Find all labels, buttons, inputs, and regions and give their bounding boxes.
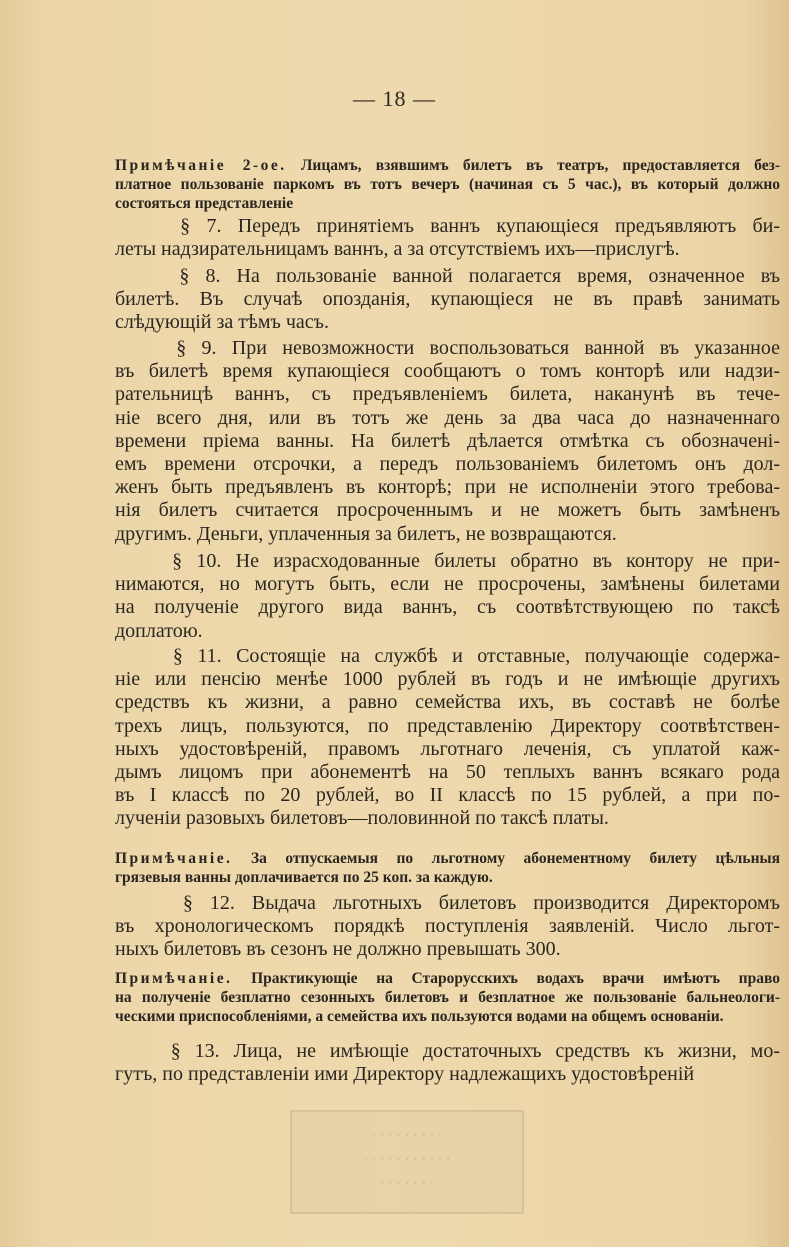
text-line	[115, 383, 780, 406]
line-text: емъ времени отсрочки, а передъ пользованіемъ билетомъ онъ дол-	[115, 453, 780, 476]
line-text: § 8. На пользованіе ванной полагается время, означенное въ	[115, 265, 780, 287]
text-line	[115, 807, 780, 830]
line-text: въ хронологическомъ порядкѣ поступленія заявленій. Число льгот-	[115, 915, 780, 938]
line-text: нія билетъ считается просроченнымъ и не можетъ быть замѣненъ	[115, 499, 780, 522]
text-line	[115, 715, 780, 738]
line-text: средствъ къ жизни, а равно семейства ихъ, въ составѣ не болѣе	[115, 691, 780, 714]
page-number: — 18 —	[353, 86, 436, 111]
section-paragraph	[115, 1040, 780, 1086]
line-text: § 10. Не израсходованные билеты обратно въ контору не при-	[115, 550, 780, 572]
line-text: другимъ. Деньги, уплаченныя за билетъ, не возвращаются.	[115, 522, 617, 545]
note-paragraph	[115, 156, 780, 213]
text-line	[115, 938, 780, 961]
text-line	[115, 849, 780, 868]
section-paragraph	[115, 215, 780, 261]
text-line	[115, 194, 780, 213]
line-text: трехъ лицъ, пользуются, по представленію Директору соотвѣтствен-	[115, 714, 780, 737]
library-stamp-watermark: · · · · · · · · · · · · · · · · · · · · · · · · · · ·	[290, 1110, 524, 1214]
text-line	[115, 175, 780, 194]
text-line	[115, 156, 780, 175]
line-text: въ билетѣ время купающіеся сообщаютъ о томъ конторѣ или надзи-	[115, 360, 780, 383]
note-label: Примѣчаніе 2-ое.	[115, 157, 287, 174]
line-text: Лицамъ, взявшимъ билетъ въ театръ, предоставляется без-	[286, 157, 780, 174]
text-line	[115, 215, 780, 238]
line-text: рательницѣ ваннъ, съ предъявленіемъ билета, наканунѣ въ тече-	[115, 383, 780, 406]
text-line	[115, 784, 780, 807]
line-text: ныхъ билетовъ въ сезонъ не должно превышать 300.	[115, 938, 561, 961]
text-line	[115, 915, 780, 938]
section-paragraph	[115, 337, 780, 546]
text-line	[115, 1063, 780, 1086]
note-label: Примѣчаніе.	[115, 970, 233, 987]
text-line	[115, 430, 780, 453]
text-line	[115, 892, 780, 915]
line-text: § 11. Состоящіе на службѣ и отставные, получающіе содержа-	[115, 645, 780, 667]
text-line	[115, 550, 780, 573]
text-line	[115, 691, 780, 714]
line-text: гутъ, по представленіи ими Директору надлежащихъ удостовѣреній	[115, 1063, 695, 1086]
text-line	[115, 360, 780, 383]
text-line	[115, 453, 780, 476]
section-paragraph	[115, 892, 780, 962]
section-paragraph	[115, 645, 780, 831]
line-text: слѣдующій за тѣмъ часъ.	[115, 311, 330, 334]
text-line	[115, 1040, 780, 1063]
text-line	[115, 265, 780, 288]
text-line	[115, 476, 780, 499]
line-text: § 9. При невозможности воспользоваться ванной въ указанное	[115, 337, 780, 359]
text-line	[115, 761, 780, 784]
note-label: Примѣчаніе.	[115, 850, 233, 867]
text-line	[115, 407, 780, 430]
text-line	[115, 238, 780, 261]
line-text: § 13. Лица, не имѣющіе достаточныхъ средствъ къ жизни, мо-	[115, 1040, 780, 1062]
line-text: билетѣ. Въ случаѣ опозданія, купающіеся не въ правѣ занимать	[115, 288, 780, 311]
section-paragraph	[115, 550, 780, 643]
line-text: состояться представленіе	[115, 195, 294, 212]
line-text: ческими приспособленіями, а семейства ихъ пользуются водами на общемъ основаніи.	[115, 1008, 724, 1025]
text-line	[115, 1007, 780, 1026]
text-line	[115, 288, 780, 311]
text-line	[115, 499, 780, 522]
line-text: въ I классѣ по 20 рублей, во II классѣ по 15 рублей, а при по-	[115, 784, 780, 807]
line-text: нимаются, но могутъ быть, если не просрочены, замѣнены билетами	[115, 573, 780, 596]
line-text: ніе всего дня, или въ тотъ же день за два часа до назначеннаго	[115, 406, 780, 429]
note-paragraph	[115, 969, 780, 1026]
section-paragraph	[115, 265, 780, 335]
line-text: времени пріема ванны. На билетѣ дѣлается отмѣтка съ обозначені-	[115, 429, 780, 452]
line-text: ніе или пенсію менѣе 1000 рублей въ годъ и не имѣющіе другихъ	[115, 668, 780, 691]
text-line	[115, 523, 780, 546]
line-text: ныхъ удостовѣреній, правомъ льготнаго леченія, съ уплатой каж-	[115, 737, 780, 760]
line-text: За отпускаемыя по льготному абонементному билету цѣльныя	[232, 850, 780, 867]
text-line	[115, 988, 780, 1007]
line-text: грязевыя ванны доплачивается по 25 коп. за каждую.	[115, 869, 493, 886]
line-text: Практикующіе на Старорусскихъ водахъ врачи имѣютъ право	[232, 970, 780, 987]
text-line	[115, 645, 780, 668]
line-text: женъ быть предъявленъ въ конторѣ; при не исполненіи этого требова-	[115, 476, 780, 499]
text-line	[115, 573, 780, 596]
text-line	[115, 596, 780, 619]
line-text: лученіи разовыхъ билетовъ—половинной по таксѣ платы.	[115, 807, 609, 830]
text-line	[115, 668, 780, 691]
note-paragraph	[115, 849, 780, 887]
line-text: платное пользованіе паркомъ въ тотъ вечеръ (начиная съ 5 час.), въ который должно	[115, 176, 780, 193]
line-text: доплатою.	[115, 619, 203, 642]
text-line	[115, 311, 780, 334]
text-line	[115, 620, 780, 643]
text-line	[115, 738, 780, 761]
line-text: § 7. Передъ принятіемъ ваннъ купающіеся предъявляютъ би-	[115, 215, 780, 237]
line-text: на полученіе безплатно сезонныхъ билетовъ и безплатное же пользованіе бальнеологи-	[115, 989, 780, 1006]
line-text: дымъ лицомъ при абонементѣ на 50 теплыхъ ваннъ всякаго рода	[115, 761, 780, 784]
line-text: § 12. Выдача льготныхъ билетовъ производится Директоромъ	[115, 892, 780, 914]
line-text: леты надзирательницамъ ваннъ, а за отсутствіемъ ихъ—прислугѣ.	[115, 238, 680, 261]
text-line	[115, 337, 780, 360]
line-text: на полученіе другого вида ваннъ, съ соотвѣтствующею по таксѣ	[115, 596, 780, 619]
text-line	[115, 868, 780, 887]
text-line	[115, 969, 780, 988]
